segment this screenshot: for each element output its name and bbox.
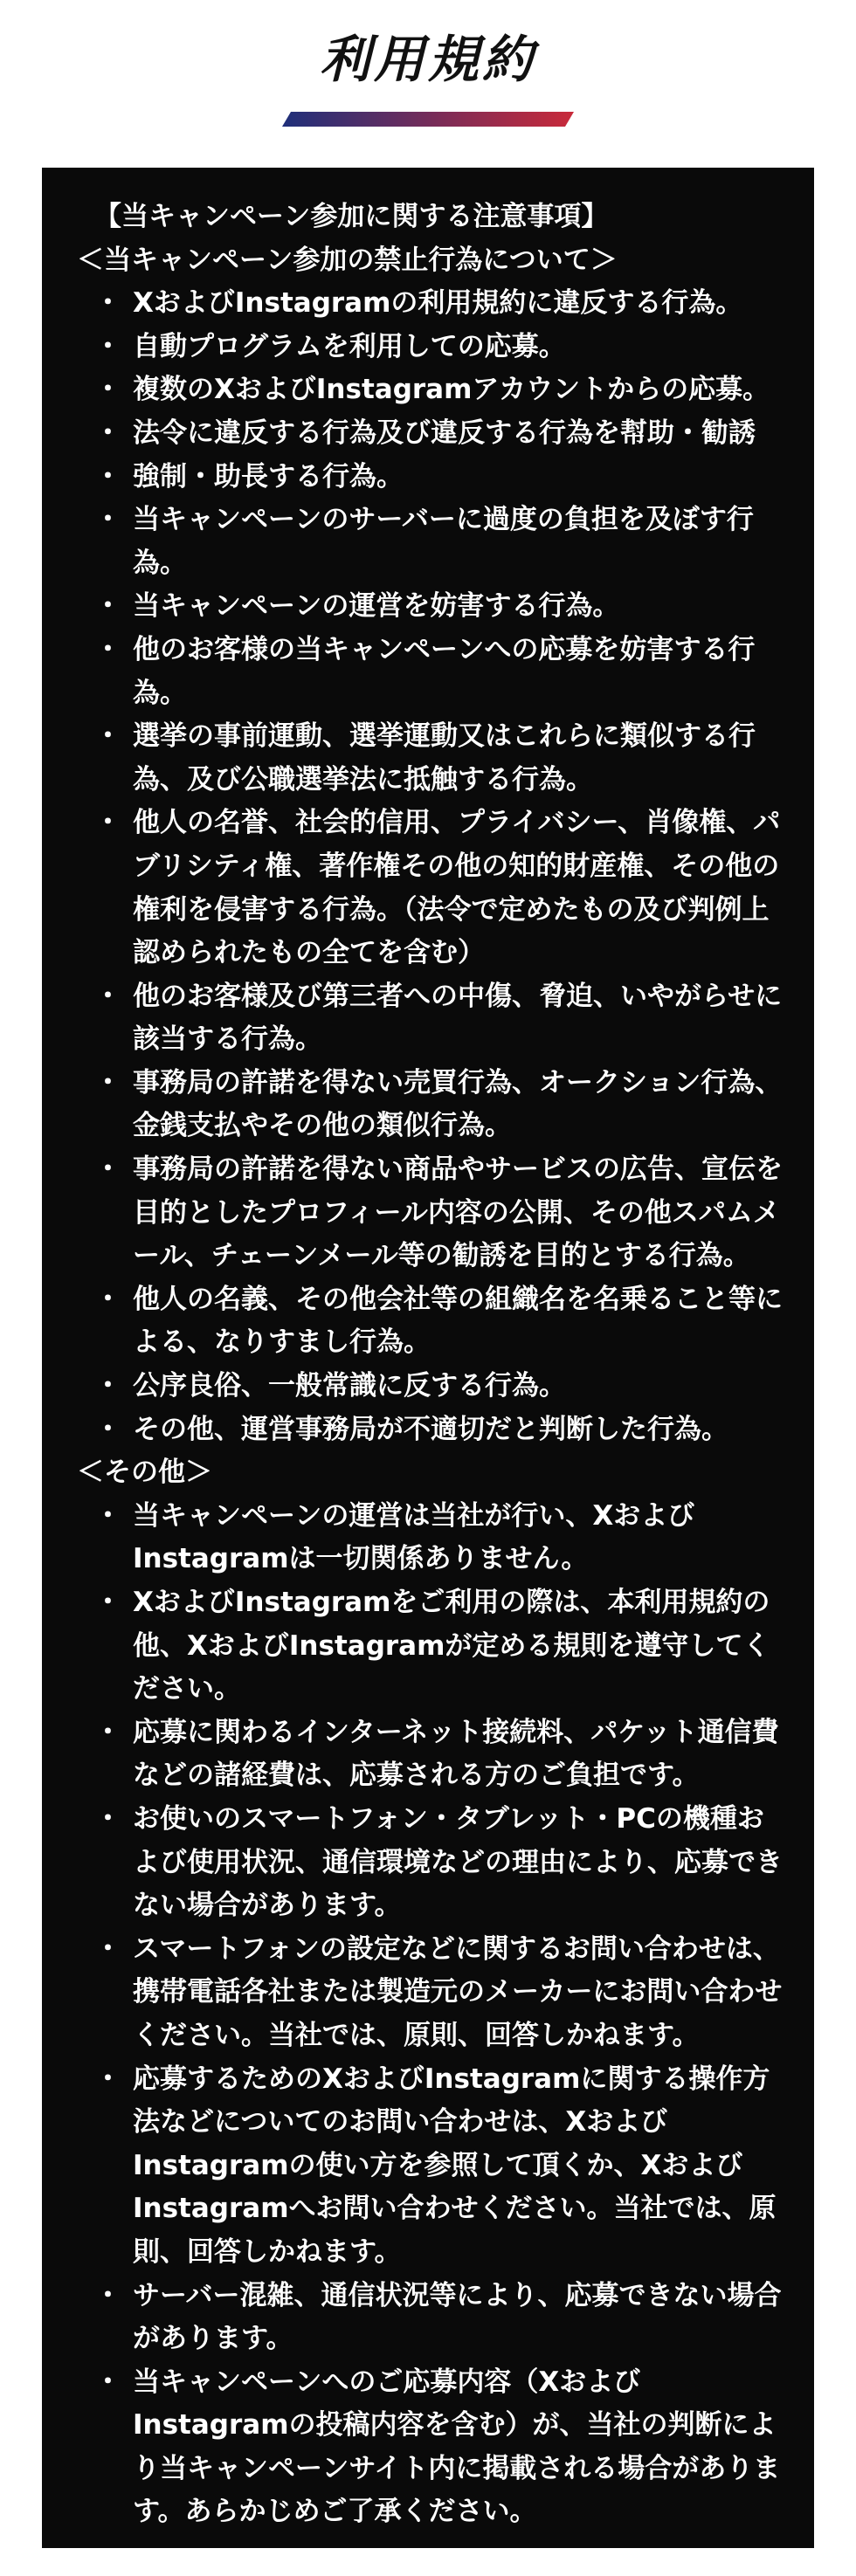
rule-text: 法令に違反する行為及び違反する行為を幇助・勧誘 — [133, 417, 756, 449]
other-list — [77, 1495, 783, 2534]
prohibited-item — [77, 975, 783, 1062]
rule-text: 応募するためのXおよびInstagramに関する操作方法などについてのお問い合わせは、XおよびInstagramの使い方を参照して頂くか、XおよびInstagramへお問い合わせください。当社では、原則、回答しかねます。 — [133, 2063, 777, 2268]
prohibited-item — [77, 1148, 783, 1278]
rule-text: 他のお客様の当キャンペーンへの応募を妨害する行為。 — [133, 633, 756, 709]
prohibited-item — [77, 1409, 783, 1452]
bullet-mark: ・ — [94, 1066, 121, 1099]
rule-text: 公序良俗、一般常識に反する行為。 — [133, 1370, 566, 1402]
other-item — [77, 1495, 783, 1581]
bullet-mark: ・ — [94, 460, 121, 492]
bullet-mark: ・ — [94, 807, 121, 839]
prohibited-item — [77, 326, 783, 369]
rule-text: 当キャンペーンのサーバーに過度の負担を及ぼす行為。 — [133, 504, 754, 579]
other-item — [77, 2361, 783, 2534]
section-heading: 【当キャンペーン参加に関する注意事項】 — [94, 201, 609, 232]
other-item — [77, 2275, 783, 2361]
rule-text: 強制・助長する行為。 — [133, 460, 404, 492]
rule-text: XおよびInstagramをご利用の際は、本利用規約の他、XおよびInstagramが定める規則を遵守してください。 — [133, 1587, 770, 1705]
rule-text: 選挙の事前運動、選挙運動又はこれらに類似する行為、及び公職選挙法に抵触する行為。 — [133, 720, 756, 796]
bullet-mark: ・ — [94, 417, 121, 449]
bullet-mark: ・ — [94, 980, 121, 1012]
bullet-mark: ・ — [94, 287, 121, 320]
rule-text: 複数のXおよびInstagramアカウントからの応募。 — [133, 374, 770, 406]
prohibited-item — [77, 368, 783, 412]
bullet-mark: ・ — [94, 1716, 121, 1748]
other-item — [77, 1928, 783, 2058]
prohibited-item — [77, 499, 783, 585]
other-item — [77, 1581, 783, 1712]
page-title: 利用規約 — [319, 30, 536, 89]
bullet-mark: ・ — [94, 1802, 121, 1835]
title-underline — [282, 112, 574, 127]
bullet-mark: ・ — [94, 330, 121, 362]
other-item — [77, 1798, 783, 1928]
rule-text: サーバー混雑、通信状況等により、応募できない場合があります。 — [133, 2279, 782, 2355]
prohibited-item — [77, 282, 783, 326]
prohibited-item — [77, 629, 783, 715]
bullet-mark: ・ — [94, 1370, 121, 1402]
rule-text: 当キャンペーンへのご応募内容（XおよびInstagramの投稿内容を含む）が、当社の判断により当キャンペーンサイト内に掲載される場合があります。あらかじめご了承ください。 — [133, 2366, 781, 2528]
bullet-mark: ・ — [94, 1587, 121, 1618]
bullet-mark: ・ — [94, 504, 121, 536]
terms-text — [77, 196, 783, 2534]
rule-text: 当キャンペーンの運営を妨害する行為。 — [133, 590, 620, 623]
terms-panel — [42, 168, 814, 2548]
bullet-mark: ・ — [94, 1283, 121, 1315]
prohibited-item — [77, 715, 783, 802]
rule-text: XおよびInstagramの利用規約に違反する行為。 — [133, 287, 743, 320]
rule-text: 他人の名義、その他会社等の組織名を名乗ること等による、なりすまし行為。 — [133, 1283, 783, 1359]
prohibited-item — [77, 1062, 783, 1148]
prohibited-item — [77, 456, 783, 499]
prohibited-heading: ＜当キャンペーン参加の禁止行為について＞ — [77, 244, 618, 276]
rule-text: 当キャンペーンの運営は当社が行い、XおよびInstagramは一切関係ありません。 — [133, 1499, 695, 1575]
prohibited-item — [77, 1278, 783, 1365]
prohibited-item — [77, 802, 783, 975]
bullet-mark: ・ — [94, 2366, 121, 2398]
other-heading: ＜その他＞ — [77, 1457, 212, 1489]
bullet-mark: ・ — [94, 2279, 121, 2311]
prohibited-item — [77, 585, 783, 629]
bullet-mark: ・ — [94, 1499, 121, 1532]
rule-text: 他のお客様及び第三者への中傷、脅迫、いやがらせに該当する行為。 — [133, 980, 783, 1056]
rule-text: その他、運営事務局が不適切だと判断した行為。 — [133, 1413, 728, 1445]
rule-text: 応募に関わるインターネット接続料、パケット通信費などの諸経費は、応募される方のご負担です。 — [133, 1716, 779, 1792]
rule-text: 事務局の許諾を得ない売買行為、オークション行為、金銭支払やその他の類似行為。 — [133, 1066, 783, 1142]
bullet-mark: ・ — [94, 590, 121, 623]
prohibited-item — [77, 1365, 783, 1409]
rule-text: お使いのスマートフォン・タブレット・PCの機種および使用状況、通信環境などの理由により、応募できない場合があります。 — [133, 1802, 783, 1922]
rule-text: スマートフォンの設定などに関するお問い合わせは、携帯電話各社または製造元のメーカーにお問い合わせください。当社では、原則、回答しかねます。 — [133, 1932, 783, 2051]
bullet-mark: ・ — [94, 720, 121, 753]
rule-text: 事務局の許諾を得ない商品やサービスの広告、宣伝を目的としたプロフィール内容の公開、その他スパムメール、チェーンメール等の勧誘を目的とする行為。 — [133, 1154, 783, 1272]
bullet-mark: ・ — [94, 2063, 121, 2095]
bullet-mark: ・ — [94, 1413, 121, 1445]
bullet-mark: ・ — [94, 633, 121, 665]
prohibited-list — [77, 282, 783, 1451]
rule-text: 他人の名誉、社会的信用、プライバシー、肖像権、パブリシティ権、著作権その他の知的財産権、その他の権利を侵害する行為。（法令で定めたもの及び判例上認められたもの全てを含む） — [133, 807, 781, 969]
bullet-mark: ・ — [94, 1932, 121, 1965]
other-item — [77, 2058, 783, 2275]
bullet-mark: ・ — [94, 374, 121, 406]
prohibited-item — [77, 412, 783, 456]
rule-text: 自動プログラムを利用しての応募。 — [133, 330, 566, 362]
bullet-mark: ・ — [94, 1154, 121, 1186]
other-item — [77, 1712, 783, 1798]
